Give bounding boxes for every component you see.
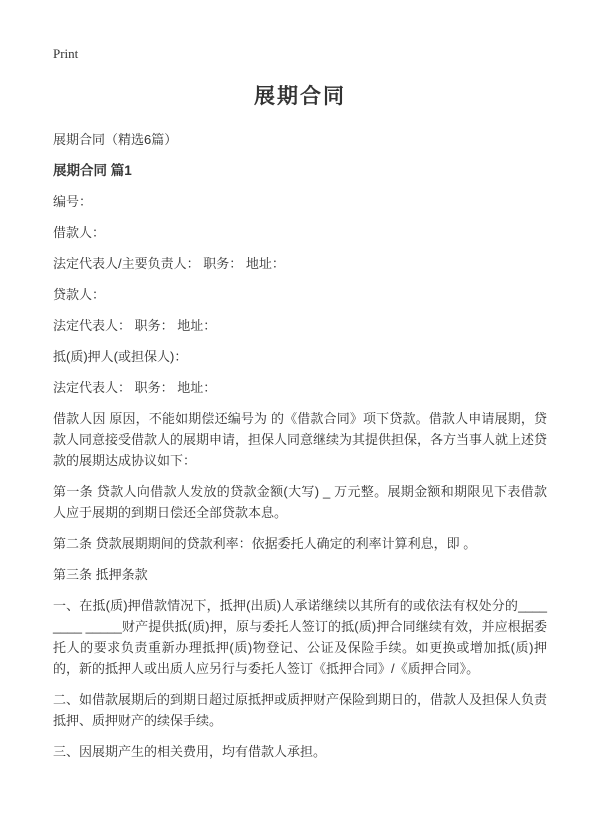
paragraph-clause-1: 一、在抵(质)押借款情况下，抵押(出质)人承诺继续以其所有的或依法有权处分的________ _____财产提供抵(质)押，原与委托人签订的抵(质)押合同继续有效，并应根据委托人的要求负责重新办理抵押(质)物登记、公证及保险手续。如更换或增加抵(质)押的，新的抵押人或出质人应另行与委托人签订《抵押合同》/《质押合同》。 [53, 598, 547, 676]
paragraph-borrower-field: 借款人： [53, 225, 106, 240]
document-title: 展期合同 [254, 85, 346, 108]
paragraph-article-1: 第一条 贷款人向借款人发放的贷款金额(大写) _ 万元整。展期金额和期限见下表借款人应于展期的到期日偿还全部贷款本息。 [53, 484, 547, 520]
paragraph-article-3: 第三条 抵押条款 [53, 567, 148, 582]
paragraph-clause-2: 二、如借款展期后的到期日超过原抵押或质押财产保险到期日的，借款人及担保人负责抵押、质押财产的续保手续。 [53, 692, 548, 728]
print-link[interactable]: Print [53, 46, 79, 61]
paragraph-lender-field: 贷款人： [53, 287, 106, 302]
paragraph-legal-rep-1: 法定代表人/主要负责人： 职务： 地址： [53, 256, 285, 271]
paragraph-legal-rep-2: 法定代表人： 职务： 地址： [53, 318, 217, 333]
paragraph-number-field: 编号： [53, 194, 93, 209]
paragraph-preamble: 借款人因 原因，不能如期偿还编号为 的《借款合同》项下贷款。借款人申请展期，贷款人同意接受借款人的展期申请，担保人同意继续为其提供担保，各方当事人就上述贷款的展期达成协议如下： [53, 411, 548, 468]
paragraph-article-2: 第二条 贷款展期期间的贷款利率：依据委托人确定的利率计算利息，即 。 [53, 536, 477, 551]
paragraph-legal-rep-3: 法定代表人： 职务： 地址： [53, 380, 217, 395]
paragraph-clause-3: 三、因展期产生的相关费用，均有借款人承担。 [53, 744, 327, 759]
document-subtitle: 展期合同（精选6篇） [53, 132, 178, 147]
paragraph-mortgagor-field: 抵(质)押人(或担保人)： [53, 349, 188, 364]
section-heading: 展期合同 篇1 [53, 163, 132, 178]
